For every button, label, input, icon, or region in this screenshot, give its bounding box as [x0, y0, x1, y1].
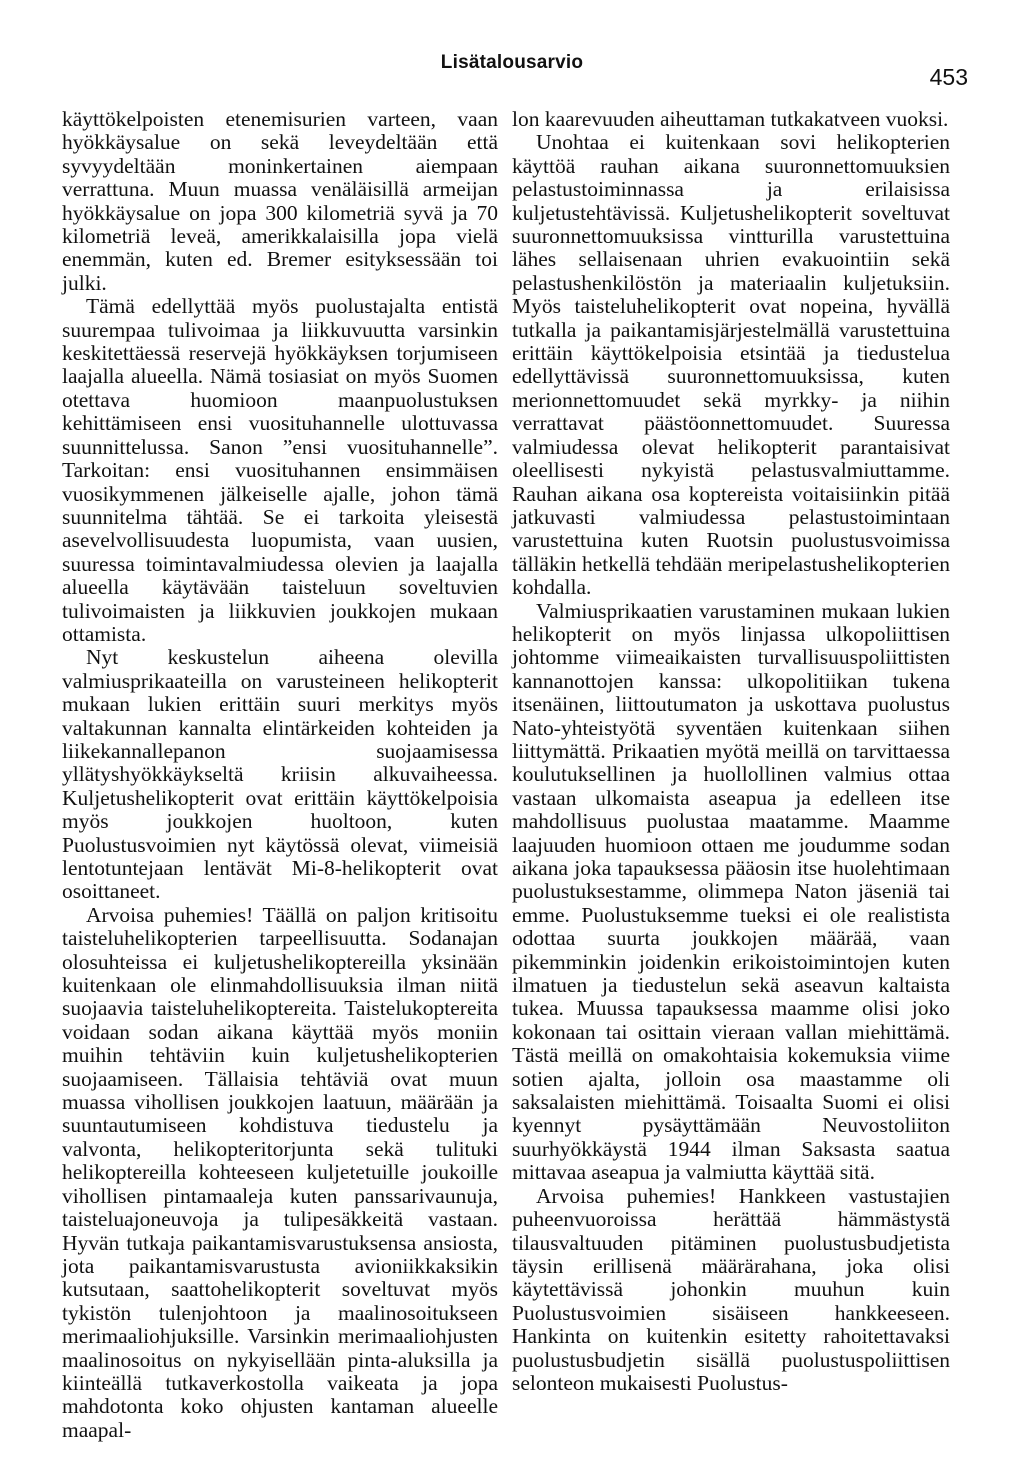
page-title: Lisätalousarvio	[440, 52, 584, 73]
left-column	[62, 108, 498, 1442]
paragraph: Valmiusprikaatien varustaminen mukaan lukien helikopterit on myös linjassa ulkopoliittisen johtomme viimeaikaisten turvallisuuspoliittisten kannanottojen kanssa: ulkopolitiikan tukena itsenäinen, liittoutumaton ja uskottava puolustus Nato-yhteistyötä syventäen kuitenkaan siihen liittymättä. Prikaatien myötä meillä on tarvittaessa koulutuksellinen ja huollollinen valmius ottaa vastaan ulkomaista aseapua ja edelleen itse mahdollisuus puolustaa maatamme. Maamme laajuuden huomioon ottaen me joudumme sodan aikana joka tapauksessa pääosin itse huolehtimaan puolustuksestamme, olimmepa Naton jäseniä tai emme. Puolustuksemme tueksi ei ole realistista odottaa suurta joukkojen määrää, vaan pikemminkin joidenkin erikoistoimintojen kuten ilmatuen ja tiedustelun sekä aseavun kaltaista tukea. Muussa tapauksessa maamme olisi joko kokonaan tai osittain vieraan vallan miehittämä. Tästä meillä on omakohtaisia kokemuksia viime sotien ajalta, jolloin osa maastamme oli saksalaisten miehittämä. Toisaalta Suomi ei olisi kyennyt pysäyttämään Neuvostoliiton suurhyökkäystä 1944 ilman Saksasta saatua mittavaa aseapua ja valmiutta käyttää sitä.	[512, 598, 950, 1185]
paragraph: käyttökelpoisten etenemisurien varteen, vaan hyökkäysalue on sekä leveydeltään että syvyydeltään moninkertainen aiempaan verrattuna. Muun muassa venäläisillä armeijan hyökkäysalue on jopa 300 kilometriä syvä ja 70 kilometriä leveä, amerikkalaisilla jopa vielä enemmän, kuten ed. Bremer esityksessään toi julki.	[62, 107, 498, 295]
paragraph: lon kaarevuuden aiheuttaman tutkakatveen vuoksi.	[512, 107, 949, 131]
paragraph: Arvoisa puhemies! Hankkeen vastustajien puheenvuoroissa herättää hämmästystä tilausvaltuuden pitäminen puolustusbudjetista täysin erillisenä määrärahana, joka olisi käytettävissä johonkin muuhun kuin Puolustusvoimien sisäiseen hankkeeseen. Hankinta on kuitenkin esitetty rahoitettavaksi puolustusbudjetin sisällä puolustuspoliittisen selonteon mukaisesti Puolustus-	[512, 1183, 950, 1395]
paragraph: Unohtaa ei kuitenkaan sovi helikopterien käyttöä rauhan aikana suuronnettomuuksien pelastustoiminnassa ja erilaisissa kuljetustehtävissä. Kuljetushelikopterit soveltuvat suuronnettomuuksissa vintturilla varustettuina lähes sellaisenaan uhrien evakuointiin sekä pelastushenkilöstön ja materiaalin kuljetuksiin. Myös taisteluhelikopterit ovat nopeina, hyvällä tutkalla ja paikantamisjärjestelmällä varustettuina erittäin käyttökelpoisia etsintää ja tiedustelua edellyttävissä suuronnettomuuksissa, kuten merionnettomuudet sekä myrkky- ja niihin verrattavat päästöonnettomuudet. Suuressa valmiudessa olevat helikopterit parantaisivat oleellisesti nykyistä pelastusvalmiuttamme. Rauhan aikana osa koptereista voitaisiinkin pitää jatkuvasti valmiudessa pelastustoimintaan varustettuina kuten Ruotsin puolustusvoimissa tälläkin hetkellä tehdään meripelastushelikopterien kohdalla.	[512, 130, 950, 600]
page-number: 453	[929, 64, 968, 90]
paragraph: Arvoisa puhemies! Täällä on paljon kritisoitu taisteluhelikopterien tarpeellisuutta. Sodanajan olosuhteissa ei kuljetushelikoptereilla yksinään kuitenkaan ole elinmahdollisuuksia ilman niitä suojaavia taisteluhelikoptereita. Taistelukoptereita voidaan sodan aikana käyttää myös moniin muihin tehtäviin kuin kuljetushelikopterien suojaamiseen. Tällaisia tehtäviä ovat muun muassa vihollisen joukkojen laatuun, määrään ja suuntautumiseen kohdistuva tiedustelu ja valvonta, helikopteritorjunta sekä tulituki helikoptereilla kohteeseen kuljetetuille joukoille vihollisen pintamaaleja kuten panssarivaunuja, taisteluajoneuvoja ja tulipesäkkeitä vastaan. Hyvän tutkaja paikantamisvarustuksensa ansiosta, jota paikantamisvarustusta avioniikkaksikin kutsutaan, saattohelikopterit soveltuvat myös tykistön tulenjohtoon ja maalinosoitukseen merimaaliohjuksille. Varsinkin merimaaliohjusten maalinosoitus on nykyisellään pinta-aluksilla ja kiinteällä tutkaverkostolla vaikeata ja jopa mahdotonta koko ohjusten kantaman alueelle maapal-	[62, 902, 498, 1442]
paragraph: Tämä edellyttää myös puolustajalta entistä suurempaa tulivoimaa ja liikkuvuutta varsinkin keskitettäessä reservejä hyökkäyksen torjumiseen laajalla alueella. Nämä tosiasiat on myös Suomen otettava huomioon maanpuolustuksen kehittämiseen ensi vuosituhannelle ulottuvassa suunnittelussa. Sanon ”ensi vuosituhannelle”. Tarkoitan: ensi vuosituhannen ensimmäisen vuosikymmenen jälkeiselle ajalle, johon tämä suunnitelma tähtää. Se ei tarkoita yleisestä asevelvollisuudesta luopumista, vaan uusien, suuressa toimintavalmiudessa olevien ja laajalla alueella käytävään taisteluun soveltuvien tulivoimaisten ja liikkuvien joukkojen mukaan ottamista.	[62, 294, 498, 646]
paragraph: Nyt keskustelun aiheena olevilla valmiusprikaateilla on varusteineen helikopterit mukaan lukien erittäin suuri merkitys myös valtakunnan kannalta elintärkeiden kohteiden ja liikekannallepanon suojaamisessa yllätyshyökkäykseltä kriisin alkuvaiheessa. Kuljetushelikopterit ovat erittäin käyttökelpoisia myös joukkojen huoltoon, kuten Puolustusvoimien nyt käytössä olevat, viimeisiä lentotuntejaan lentävät Mi-8-helikopterit ovat osoittaneet.	[62, 645, 498, 904]
right-column	[512, 108, 950, 1395]
